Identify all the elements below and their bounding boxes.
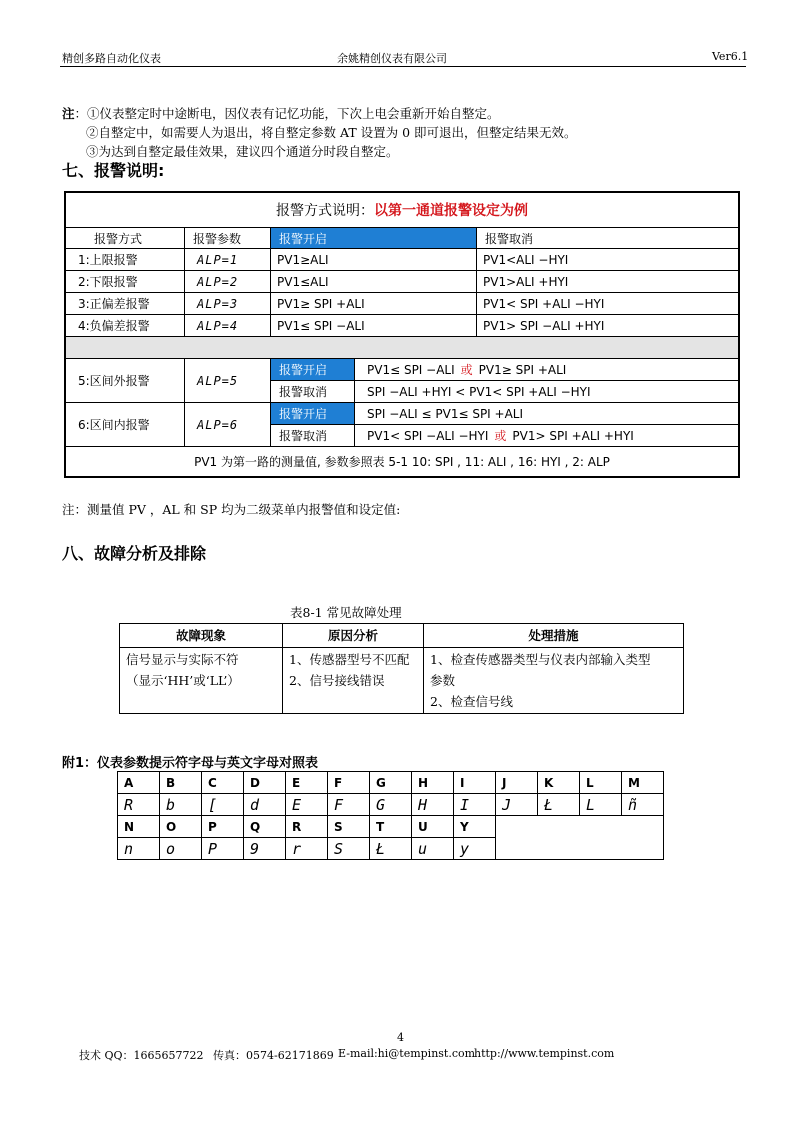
segment-cell: [ [202, 794, 244, 816]
row6-on-label: 报警开启 [270, 402, 354, 424]
alarm-title [66, 193, 738, 227]
row5-off: SPI −ALI +HYI < PV1< SPI +ALI −HYI [354, 380, 738, 402]
segment-cell: 9 [244, 838, 286, 860]
blank-cell [496, 816, 664, 860]
col-off-header: 报警取消 [476, 227, 738, 248]
row3-on: PV1≥ SPI +ALI [270, 292, 476, 314]
row1-param: ALP=1 [184, 248, 270, 270]
row5-on-b: PV1≥ SPI +ALI [478, 362, 567, 377]
row5-on [354, 358, 738, 380]
fault-action-line-3: 2、检查信号线 [430, 694, 513, 709]
fault-action-line-1: 1、检查传感器类型与仪表内部输入类型 [430, 652, 651, 667]
fault-action [424, 648, 684, 714]
footer-website[interactable]: http://www.tempinst.com [474, 1047, 615, 1060]
segment-cell: H [412, 794, 454, 816]
header-right: Ver6.1 [712, 50, 749, 63]
alarm-table [64, 191, 740, 478]
letter-cell: Y [454, 816, 496, 838]
note-text-1: ：①仪表整定时中途断电，因仪表有记忆功能，下次上电会重新开始自整定。 [74, 106, 500, 121]
col-param-header: 报警参数 [184, 227, 270, 248]
row3-param: ALP=3 [184, 292, 270, 314]
header-rule [60, 66, 746, 67]
fault-header-action: 处理措施 [424, 624, 684, 648]
segment-cell: F [328, 794, 370, 816]
row5-off-label: 报警取消 [270, 380, 354, 402]
page-number: 4 [397, 1031, 404, 1044]
col-mode-header: 报警方式 [66, 227, 184, 248]
letter-cell: G [370, 772, 412, 794]
segment-cell: J [496, 794, 538, 816]
segment-cell: o [160, 838, 202, 860]
fault-caption: 表8-1 常见故障处理 [290, 605, 402, 620]
alarm-footer: PV1 为第一路的测量值, 参数参照表 5-1 10: SPI , 11: ALI , 16: HYI , 2: ALP [66, 446, 738, 476]
note-line-1 [62, 104, 500, 123]
row4-mode: 4:负偏差报警 [66, 314, 184, 336]
letter-cell: E [286, 772, 328, 794]
row6-on: SPI −ALI ≤ PV1≤ SPI +ALI [354, 402, 738, 424]
appendix-title: 附1：仪表参数提示符字母与英文字母对照表 [62, 756, 319, 771]
footer-fax: 传真：0574-62171869 [213, 1049, 334, 1062]
row3-mode: 3:正偏差报警 [66, 292, 184, 314]
note-2: 注：测量值 PV ，AL 和 SP 均为二级菜单内报警值和设定值: [62, 502, 401, 517]
segment-cell: L [580, 794, 622, 816]
row6-mode: 6:区间内报警 [66, 402, 184, 446]
alarm-title-text: 报警方式说明： [276, 203, 374, 219]
section-8-title: 八、故障分析及排除 [62, 544, 207, 563]
row5-param: ALP=5 [184, 358, 270, 402]
letter-cell: U [412, 816, 454, 838]
segment-cell: G [370, 794, 412, 816]
row1-mode: 1:上限报警 [66, 248, 184, 270]
letter-cell: A [118, 772, 160, 794]
fault-cause [283, 648, 424, 714]
segment-row-1 [118, 794, 664, 816]
segment-cell: r [286, 838, 328, 860]
segment-cell: I [454, 794, 496, 816]
alarm-title-highlight: 以第一通道报警设定为例 [374, 203, 528, 219]
table-spacer [66, 336, 738, 358]
letter-cell: F [328, 772, 370, 794]
segment-cell: E [286, 794, 328, 816]
fault-cause-line-1: 1、传感器型号不匹配 [289, 652, 410, 667]
fault-header-cause: 原因分析 [283, 624, 424, 648]
letter-cell: K [538, 772, 580, 794]
note-line-2: ②自整定中，如需要人为退出，将自整定参数 AT 设置为 0 即可退出，但整定结果无效。 [86, 125, 577, 140]
footer-qq: 技术 QQ：1665657722 [79, 1049, 204, 1062]
row5-on-a: PV1≤ SPI −ALI [367, 362, 455, 377]
segment-cell: n [118, 838, 160, 860]
footer-email[interactable]: E-mail:hi@tempinst.com [338, 1047, 476, 1060]
row2-on: PV1≤ALI [270, 270, 476, 292]
letter-cell: O [160, 816, 202, 838]
letter-row-1 [118, 772, 664, 794]
segment-cell: P [202, 838, 244, 860]
note-line-3: ③为达到自整定最佳效果，建议四个通道分时段自整定。 [86, 144, 399, 159]
letter-cell: Q [244, 816, 286, 838]
letter-row-2 [118, 816, 664, 838]
row6-off [354, 424, 738, 446]
note-label: 注 [62, 106, 75, 121]
segment-cell: ñ [622, 794, 664, 816]
segment-cell: y [454, 838, 496, 860]
header-left: 精创多路自动化仪表 [62, 52, 161, 65]
row5-mode: 5:区间外报警 [66, 358, 184, 402]
letter-cell: B [160, 772, 202, 794]
segment-cell: b [160, 794, 202, 816]
row6-param: ALP=6 [184, 402, 270, 446]
row1-off: PV1<ALI −HYI [476, 248, 738, 270]
letter-cell: M [622, 772, 664, 794]
fault-header-row [120, 624, 684, 648]
table-row [120, 648, 684, 714]
fault-table [119, 623, 684, 714]
letter-cell: T [370, 816, 412, 838]
fault-symptom-line-2: （显示‘HH’或‘LL’） [126, 673, 240, 688]
segment-cell: u [412, 838, 454, 860]
row6-off-a: PV1< SPI −ALI −HYI [367, 428, 489, 443]
row1-on: PV1≥ALI [270, 248, 476, 270]
row6-off-label: 报警取消 [270, 424, 354, 446]
fault-cause-line-2: 2、信号接线错误 [289, 673, 385, 688]
row3-off: PV1< SPI +ALI −HYI [476, 292, 738, 314]
segment-cell: S [328, 838, 370, 860]
section-7-title: 七、报警说明: [62, 161, 165, 180]
row6-off-or: 或 [494, 429, 507, 443]
row5-on-or: 或 [460, 363, 473, 377]
letter-cell: I [454, 772, 496, 794]
letter-cell: N [118, 816, 160, 838]
row4-on: PV1≤ SPI −ALI [270, 314, 476, 336]
letter-cell: S [328, 816, 370, 838]
header-center: 余姚精创仪表有限公司 [337, 52, 447, 65]
letter-cell: P [202, 816, 244, 838]
segment-cell: d [244, 794, 286, 816]
letter-cell: L [580, 772, 622, 794]
letter-cell: J [496, 772, 538, 794]
row2-off: PV1>ALI +HYI [476, 270, 738, 292]
fault-action-line-2: 参数 [430, 673, 456, 688]
letter-table [117, 771, 664, 860]
letter-cell: H [412, 772, 454, 794]
row4-off: PV1> SPI −ALI +HYI [476, 314, 738, 336]
row2-param: ALP=2 [184, 270, 270, 292]
fault-header-symptom: 故障现象 [120, 624, 283, 648]
letter-cell: R [286, 816, 328, 838]
segment-cell: Ł [538, 794, 580, 816]
row6-off-b: PV1> SPI +ALI +HYI [512, 428, 634, 443]
segment-cell: R [118, 794, 160, 816]
letter-cell: D [244, 772, 286, 794]
row2-mode: 2:下限报警 [66, 270, 184, 292]
row4-param: ALP=4 [184, 314, 270, 336]
row5-on-label: 报警开启 [270, 358, 354, 380]
fault-symptom-line-1: 信号显示与实际不符 [126, 652, 239, 667]
letter-cell: C [202, 772, 244, 794]
fault-symptom [120, 648, 283, 714]
segment-cell: Ł [370, 838, 412, 860]
col-on-header: 报警开启 [270, 227, 476, 248]
